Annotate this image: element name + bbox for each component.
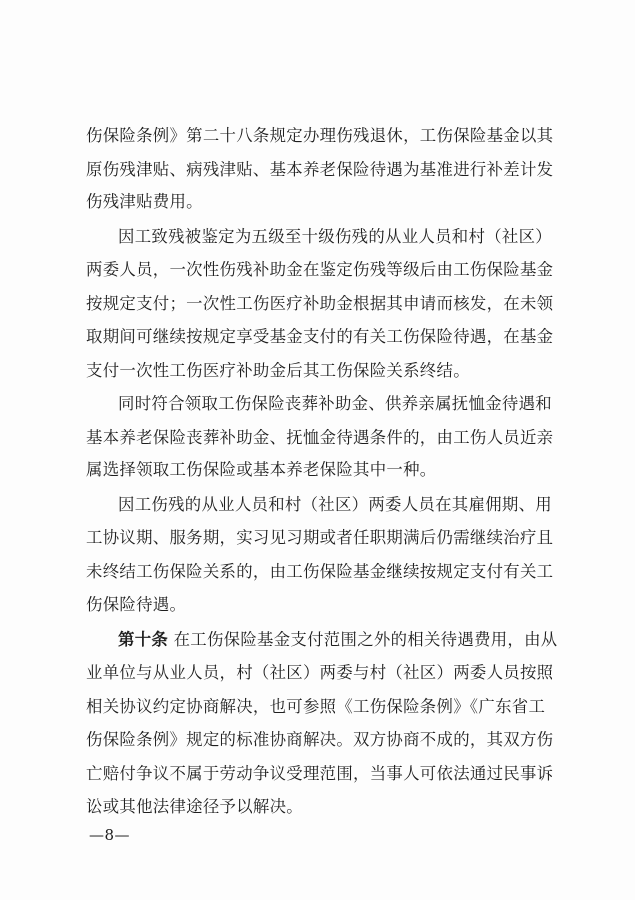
paragraph-line: 讼或其他法律途径予以解决。 (86, 797, 303, 816)
paragraph-line: 相关协议约定协商解决，也可参照《工伤保险条例》《广东省工 (86, 697, 546, 716)
paragraph-line: 伤保险条例》规定的标准协商解决。双方协商不成的，其双方伤 (86, 730, 554, 749)
paragraph-line: 因工伤残的从业人员和村（社区）两委人员在其雇佣期、用 (118, 495, 552, 514)
article-ten-first-line (118, 629, 557, 651)
paragraph-line: 伤保险待遇。 (86, 595, 187, 614)
article-label: 第十条 (118, 630, 169, 649)
page-number: —8— (88, 826, 130, 844)
paragraph-line: 伤保险条例》第二十八条规定办理伤残退休，工伤保险基金以其 (86, 126, 554, 145)
paragraph-line: 按规定支付；一次性工伤医疗补助金根据其申请而核发，在未领 (86, 294, 554, 313)
paragraph-line: 取期间可继续按规定享受基金支付的有关工伤保险待遇，在基金 (86, 327, 554, 346)
paragraph-line: 因工致残被鉴定为五级至十级伤残的从业人员和村（社区） (118, 227, 552, 246)
paragraph-line: 亡赔付争议不属于劳动争议受理范围，当事人可依法通过民事诉 (86, 764, 554, 783)
paragraph-line: 基本养老保险丧葬补助金、抚恤金待遇条件的，由工伤人员近亲 (86, 428, 554, 447)
paragraph-line: 两委人员，一次性伤残补助金在鉴定伤残等级后由工伤保险基金 (86, 260, 554, 279)
paragraph-line: 同时符合领取工伤保险丧葬补助金、供养亲属抚恤金待遇和 (118, 394, 552, 413)
article-text: 在工伤保险基金支付范围之外的相关待遇费用，由从 (173, 630, 558, 649)
paragraph-line: 支付一次性工伤医疗补助金后其工伤保险关系终结。 (86, 361, 470, 380)
paragraph-line: 属选择领取工伤保险或基本养老保险其中一种。 (86, 460, 437, 479)
paragraph-line: 未终结工伤保险关系的，由工伤保险基金继续按规定支付有关工 (86, 562, 554, 581)
paragraph-line: 工协议期、服务期，实习见习期或者任职期满后仍需继续治疗且 (86, 528, 554, 547)
paragraph-line: 伤残津贴费用。 (86, 192, 203, 211)
paragraph-line: 业单位与从业人员，村（社区）两委与村（社区）两委人员按照 (86, 663, 554, 682)
paragraph-line: 原伤残津贴、病残津贴、基本养老保险待遇为基准进行补差计发 (86, 160, 554, 179)
